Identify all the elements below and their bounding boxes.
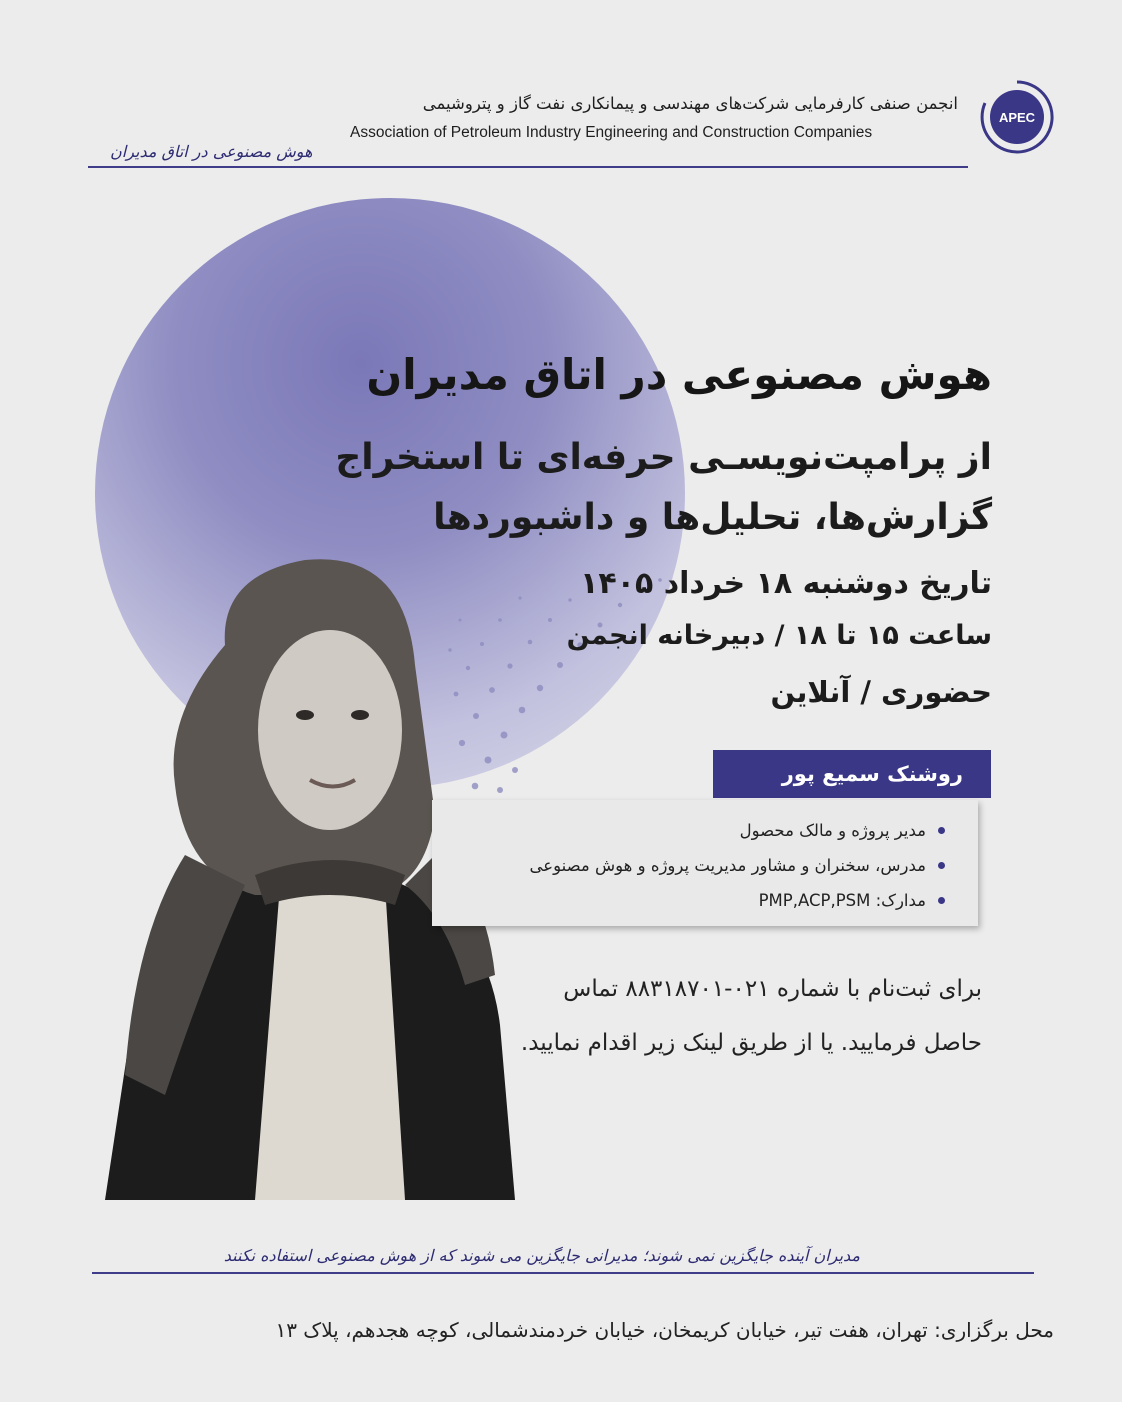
speaker-bio-card	[432, 800, 978, 926]
bio-item: مدرس، سخنران و مشاور مدیریت پروژه و هوش مصنوعی	[432, 848, 926, 883]
event-subtitle: از پرامپت‌نویسـی حرفه‌ای تا استخراج گزارش‌ها، تحلیل‌ها و داشبوردها	[335, 437, 992, 538]
event-title: هوش مصنوعی در اتاق مدیران	[366, 350, 992, 399]
association-name-en: Association of Petroleum Industry Engineering and Construction Companies	[350, 124, 873, 141]
footer-divider	[92, 1272, 1034, 1274]
header-script-title: هوش مصنوعی در اتاق مدیران	[110, 142, 313, 161]
header-divider	[88, 166, 968, 168]
event-date: تاریخ دوشنبه ۱۸ خرداد ۱۴۰۵	[580, 566, 992, 601]
bio-item: مدارک: PMP,ACP,PSM	[432, 883, 926, 918]
apec-logo	[975, 75, 1059, 159]
speaker-name: روشنک سمیع پور	[781, 762, 963, 786]
speaker-name-tag	[713, 750, 991, 798]
footer-quote: مدیران آینده جایگزین نمی شوند؛ مدیرانی جایگزین می شوند که از هوش مصنوعی استفاده نکنند	[223, 1246, 860, 1265]
venue-address: محل برگزاری: تهران، هفت تیر، خیابان کریمخان، خیابان خردمندشمالی، کوچه هجدهم، پلاک ۱۳	[275, 1318, 1054, 1342]
event-time-place: ساعت ۱۵ تا ۱۸ / دبیرخانه انجمن	[566, 620, 992, 651]
bio-item: مدیر پروژه و مالک محصول	[432, 813, 926, 848]
event-mode: حضوری / آنلاین	[770, 675, 992, 709]
logo-text: APEC	[998, 110, 1036, 125]
association-name-fa: انجمن صنفی کارفرمایی شرکت‌های مهندسی و پیمانکاری نفت گاز و پتروشیمی	[422, 94, 958, 113]
speaker-bio-list	[432, 813, 948, 918]
registration-text: برای ثبت‌نام با شماره ۰۲۱-۸۸۳۱۸۷۰۱ تماس حاصل فرمایید. یا از طریق لینک زیر اقدام نمایید.	[520, 976, 982, 1056]
